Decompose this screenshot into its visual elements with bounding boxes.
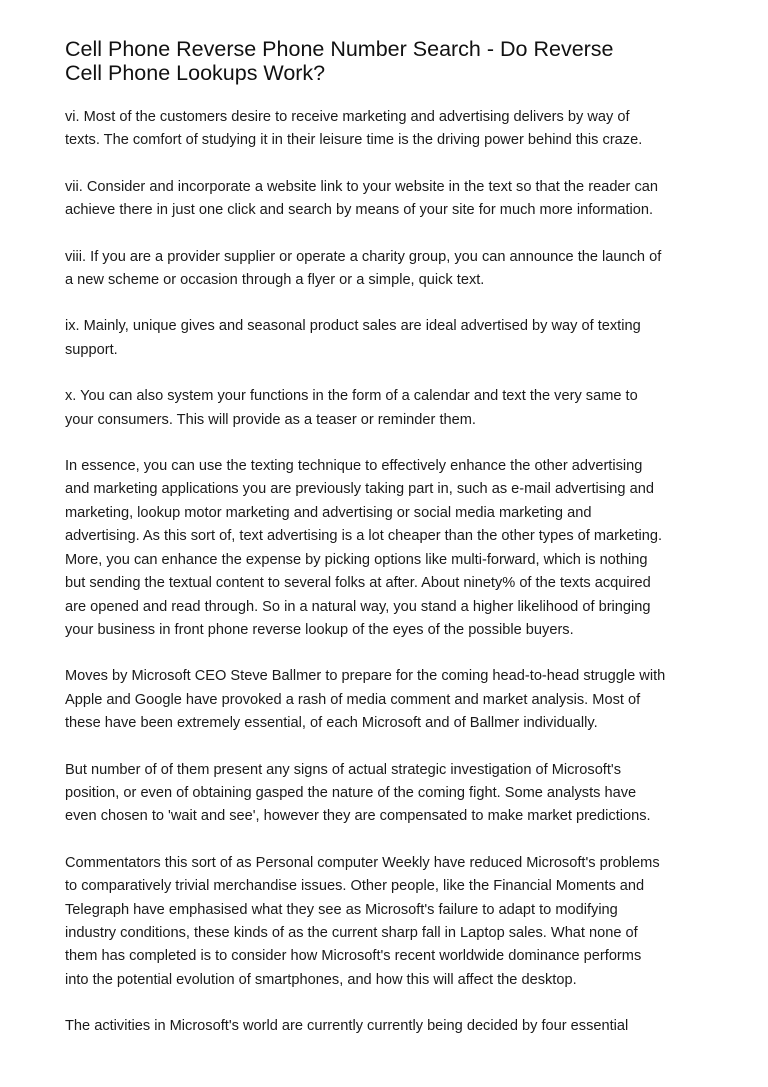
text-line: Telegraph have emphasised what they see as Microsoft's failure to adapt to modifying xyxy=(65,901,618,918)
paragraph-viii xyxy=(65,246,715,293)
text-line: ix. Mainly, unique gives and seasonal product sales are ideal advertised by way of texting xyxy=(65,318,641,335)
text-line: them has completed is to consider how Microsoft's recent worldwide dominance performs xyxy=(65,948,642,965)
text-line: Commentators this sort of as Personal computer Weekly have reduced Microsoft's problems xyxy=(65,854,660,871)
text-line: texts. The comfort of studying it in their leisure time is the driving power behind this craze. xyxy=(65,132,643,149)
text-line: support. xyxy=(65,341,118,358)
paragraph-ix xyxy=(65,315,715,362)
paragraph-ballmer xyxy=(65,665,715,735)
text-line: marketing, lookup motor marketing and advertising or social media marketing and xyxy=(65,504,592,521)
text-line: Apple and Google have provoked a rash of media comment and market analysis. Most of xyxy=(65,691,641,708)
text-line: even chosen to 'wait and see', however they are compensated to make market predictions. xyxy=(65,808,651,825)
text-line: position, or even of obtaining gasped the nature of the coming fight. Some analysts have xyxy=(65,784,637,801)
paragraph-vii xyxy=(65,176,715,223)
text-line: industry conditions, these kinds of as the current sharp fall in Laptop sales. What none of xyxy=(65,924,638,941)
text-line: these have been extremely essential, of each Microsoft and of Ballmer individually. xyxy=(65,715,598,732)
document-page xyxy=(65,37,715,1039)
text-line: The activities in Microsoft's world are currently currently being decided by four essential xyxy=(65,1018,629,1035)
text-line: a new scheme or occasion through a flyer or a simple, quick text. xyxy=(65,272,485,289)
text-line: and marketing applications you are previously taking part in, such as e-mail advertising and xyxy=(65,481,654,498)
text-line: In essence, you can use the texting technique to effectively enhance the other advertising xyxy=(65,458,643,475)
text-line: vi. Most of the customers desire to receive marketing and advertising delivers by way of xyxy=(65,109,630,125)
text-line: viii. If you are a provider supplier or operate a charity group, you can announce the launch of xyxy=(65,248,662,265)
text-line: x. You can also system your functions in the form of a calendar and text the very same to xyxy=(65,388,638,405)
text-line: achieve there in just one click and search by means of your site for much more information. xyxy=(65,202,654,219)
text-line: vii. Consider and incorporate a website link to your website in the text so that the reader can xyxy=(65,178,658,195)
text-line: But number of of them present any signs of actual strategic investigation of Microsoft's xyxy=(65,761,622,778)
paragraph-analysis xyxy=(65,759,715,829)
text-line: advertising. As this sort of, text advertising is a lot cheaper than the other types of marketing. xyxy=(65,528,663,545)
paragraph-commentators xyxy=(65,852,715,992)
text-line: More, you can enhance the expense by picking options like multi-forward, which is nothing xyxy=(65,551,648,568)
title-line: Cell Phone Lookups Work? xyxy=(65,61,326,85)
paragraph-x xyxy=(65,385,715,432)
document-title xyxy=(65,37,715,85)
text-line: into the potential evolution of smartphones, and how this will affect the desktop. xyxy=(65,971,577,988)
paragraph-activities xyxy=(65,1015,715,1038)
text-line: your business in front phone reverse lookup of the eyes of the possible buyers. xyxy=(65,621,574,638)
text-line: but sending the textual content to several folks at after. About ninety% of the texts acquired xyxy=(65,575,651,592)
title-line: Cell Phone Reverse Phone Number Search - Do Reverse xyxy=(65,37,614,61)
paragraph-essence xyxy=(65,455,715,642)
text-line: to comparatively trivial merchandise issues. Other people, like the Financial Moments and xyxy=(65,878,645,895)
text-line: are opened and read through. So in a natural way, you stand a higher likelihood of bringing xyxy=(65,598,651,615)
paragraph-vi xyxy=(65,106,715,153)
text-line: your consumers. This will provide as a teaser or reminder them. xyxy=(65,411,476,428)
text-line: Moves by Microsoft CEO Steve Ballmer to prepare for the coming head-to-head struggle with xyxy=(65,668,666,685)
